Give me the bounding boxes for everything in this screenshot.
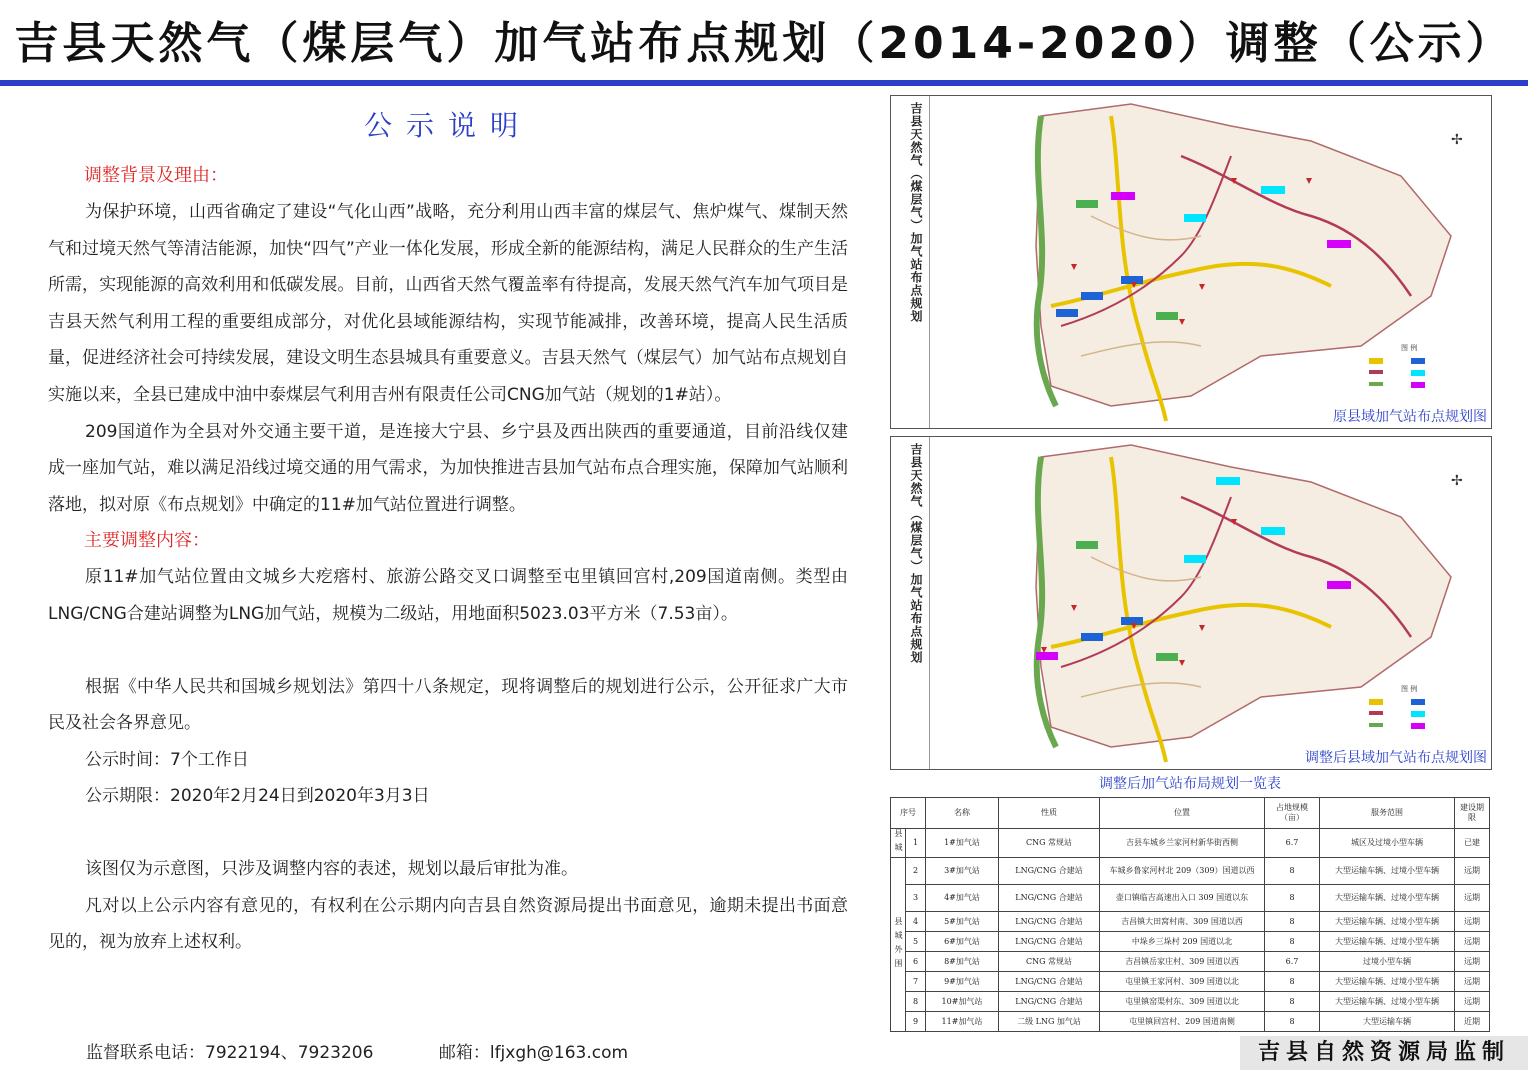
header-type: 性质 — [999, 798, 1100, 829]
table-header-row — [891, 798, 1490, 829]
header-area: 占地规模（亩） — [1265, 798, 1320, 829]
header-seq: 序号 — [891, 798, 926, 829]
group-label-out: 县城外围 — [891, 858, 906, 1032]
header-period: 建设期限 — [1455, 798, 1490, 829]
header-service: 服务范围 — [1320, 798, 1455, 829]
table-row: 4 5#加气站 LNG/CNG 合建站 吉昌镇大田窝村南、309 国道以西 8 大型运输车辆、过境小型车辆 远期 — [891, 912, 1490, 932]
paragraph-legal-basis: 根据《中华人民共和国城乡规划法》第四十八条规定，现将调整后的规划进行公示，公开征求广大市民及社会各界意见。 — [48, 676, 848, 734]
map1-caption: 原县域加气站布点规划图 — [1333, 409, 1487, 425]
page-title: 吉县天然气（煤层气）加气站布点规划（2014-2020）调整（公示） — [14, 18, 1514, 69]
notice-heading: 公示说明 — [363, 109, 532, 142]
original-plan-map — [890, 95, 1492, 429]
contact-info — [86, 1038, 688, 1063]
map-vertical-label: 吉县天然气（煤层气）加气站布点规划 — [909, 102, 923, 323]
paragraph-adjustment: 原11#加气站位置由文城乡大疙瘩村、旅游公路交叉口调整至屯里镇回宫村,209国道南侧。类型由LNG/CNG合建站调整为LNG加气站，规模为二级站，用地面积5023.03平方米（7.53亩）。 — [48, 567, 848, 624]
svg-text:图 例: 图 例 — [1401, 344, 1418, 352]
compass-icon: ✢ — [1451, 132, 1463, 148]
notice-panel — [48, 100, 848, 961]
table-row: 5 6#加气站 LNG/CNG 合建站 中垛乡三垛村 209 国道以北 8 大型运输车辆、过境小型车辆 远期 — [891, 932, 1490, 952]
table-row: 7 9#加气站 LNG/CNG 合建站 屯里镇王家河村、309 国道以北 8 大型运输车辆、过境小型车辆 远期 — [891, 972, 1490, 992]
contact-email[interactable]: 邮箱：lfjxgh@163.com — [438, 1043, 629, 1063]
notice-time: 公示时间：7个工作日 — [85, 749, 249, 770]
map-legend — [1369, 343, 1425, 388]
county-map-graphic — [931, 96, 1491, 428]
table-row: 3 4#加气站 LNG/CNG 合建站 壶口镇临吉高速出入口 309 国道以东 8 大型运输车辆、过境小型车辆 远期 — [891, 885, 1490, 912]
map-vertical-label: 吉县天然气（煤层气）加气站布点规划 — [909, 443, 923, 664]
notice-period: 公示期限：2020年2月24日到2020年3月3日 — [85, 786, 430, 807]
paragraph-background: 为保护环境，山西省确定了建设“气化山西”战略，充分利用山西丰富的煤层气、焦炉煤气、煤制天然气和过境天然气等清洁能源，加快“四气”产业一体化发展，形成全新的能源结构，满足人民群众的生产生活所需，实现能源的高效利用和低碳发展。目前，山西省天然气覆盖率有待提高，发展天然气汽车加气项目是吉县天然气利用工程的重要组成部分，对优化县域能源结构，实现节能减排，改善环境，提高人民生活质量，促进经济社会可持续发展，建设文明生态县城具有重要意义。吉县天然气（煤层气）加气站布点规划自实施以来，全县已建成中油中泰煤层气利用吉州有限责任公司CNG加气站（规划的1#站）。 — [48, 202, 848, 405]
header-name: 名称 — [926, 798, 999, 829]
paragraph-objection: 凡对以上公示内容有意见的，有权利在公示期内向吉县自然资源局提出书面意见，逾期未提出书面意见的，视为放弃上述权利。 — [48, 895, 848, 953]
svg-text:图 例: 图 例 — [1401, 685, 1418, 693]
county-map-graphic — [931, 437, 1491, 769]
table-row: 8 10#加气站 LNG/CNG 合建站 屯里镇窑渠村东、309 国道以北 8 大型运输车辆、过境小型车辆 远期 — [891, 992, 1490, 1012]
issuer-sign: 吉县自然资源局监制 — [1240, 1036, 1528, 1070]
group-label-in: 县城 — [891, 829, 906, 858]
map-legend — [1369, 684, 1425, 729]
paragraph-route-209: 209国道作为全县对外交通主要干道，是连接大宁县、乡宁县及西出陕西的重要通道，目前沿线仅建成一座加气站，难以满足沿线过境交通的用气需求，为加快推进吉县加气站布点合理实施，保障加气站顺利落地，拟对原《布点规划》中确定的11#加气站位置进行调整。 — [48, 421, 848, 515]
section-adjustment-title: 主要调整内容： — [84, 530, 210, 552]
table-title: 调整后加气站布局规划一览表 — [1099, 776, 1281, 792]
map2-caption: 调整后县域加气站布点规划图 — [1305, 750, 1487, 766]
table-row: 9 11#加气站 二级 LNG 加气站 屯里镇回宫村、209 国道南侧 8 大型运输车辆 近期 — [891, 1012, 1490, 1032]
paragraph-disclaimer: 该图仅为示意图，只涉及调整内容的表述，规划以最后审批为准。 — [85, 858, 578, 879]
table-row: 县城外围 2 3#加气站 LNG/CNG 合建站 车城乡鲁家河村北 209（309）国道以西 8 大型运输车辆、过境小型车辆 远期 — [891, 858, 1490, 885]
header-location: 位置 — [1100, 798, 1265, 829]
table-row: 县城 1 1#加气站 CNG 常规站 吉县车城乡兰家河村新华街西侧 6.7 城区及过境小型车辆 已建 — [891, 829, 1490, 858]
table-row: 6 8#加气站 CNG 常规站 吉昌镇岳家庄村、309 国道以西 6.7 过境小型车辆 远期 — [891, 952, 1490, 972]
contact-phone: 监督联系电话：7922194、7923206 — [86, 1043, 374, 1063]
section-background-title: 调整背景及理由： — [84, 165, 228, 186]
compass-icon: ✢ — [1451, 473, 1463, 489]
adjusted-plan-map — [890, 436, 1492, 770]
station-plan-table — [890, 797, 1490, 1032]
title-divider — [0, 80, 1528, 86]
